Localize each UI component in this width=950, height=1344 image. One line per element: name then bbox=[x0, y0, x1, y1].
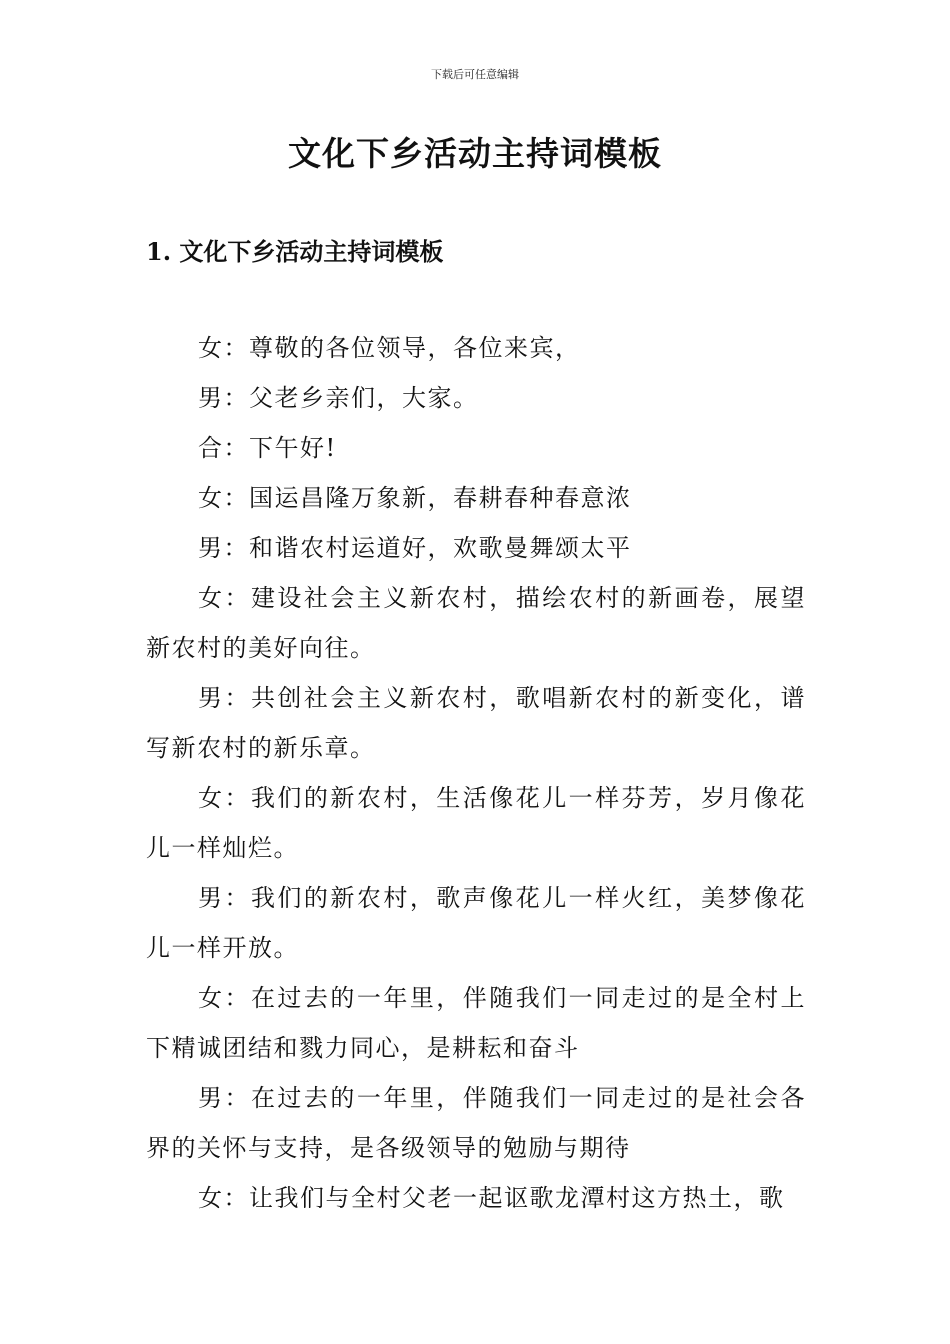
section-heading: 1. 文化下乡活动主持词模板 bbox=[146, 237, 444, 266]
paragraph: 男：共创社会主义新农村，歌唱新农村的新变化，谱写新农村的新乐章。 bbox=[146, 684, 806, 762]
paragraph: 男：我们的新农村，歌声像花儿一样火红，美梦像花儿一样开放。 bbox=[146, 884, 806, 962]
header-note: 下载后可任意编辑 bbox=[431, 68, 519, 81]
paragraph: 女：在过去的一年里，伴随我们一同走过的是全村上下精诚团结和戮力同心，是耕耘和奋斗 bbox=[146, 984, 806, 1062]
paragraph: 女：建设社会主义新农村，描绘农村的新画卷，展望新农村的美好向往。 bbox=[146, 584, 806, 662]
document-body bbox=[146, 323, 806, 1223]
paragraph: 合：下午好! bbox=[198, 434, 337, 462]
paragraph: 女：我们的新农村，生活像花儿一样芬芳，岁月像花儿一样灿烂。 bbox=[146, 784, 806, 862]
paragraph: 男：在过去的一年里，伴随我们一同走过的是社会各界的关怀与支持，是各级领导的勉励与期待 bbox=[146, 1084, 806, 1162]
paragraph: 女：让我们与全村父老一起讴歌龙潭村这方热土，歌 bbox=[198, 1184, 785, 1212]
paragraph: 男：和谐农村运道好，欢歌曼舞颂太平 bbox=[198, 534, 632, 562]
document-title: 文化下乡活动主持词模板 bbox=[288, 134, 662, 173]
paragraph: 男：父老乡亲们，大家。 bbox=[198, 384, 479, 412]
paragraph: 女：尊敬的各位领导，各位来宾， bbox=[198, 334, 581, 362]
paragraph: 女：国运昌隆万象新，春耕春种春意浓 bbox=[198, 484, 632, 512]
